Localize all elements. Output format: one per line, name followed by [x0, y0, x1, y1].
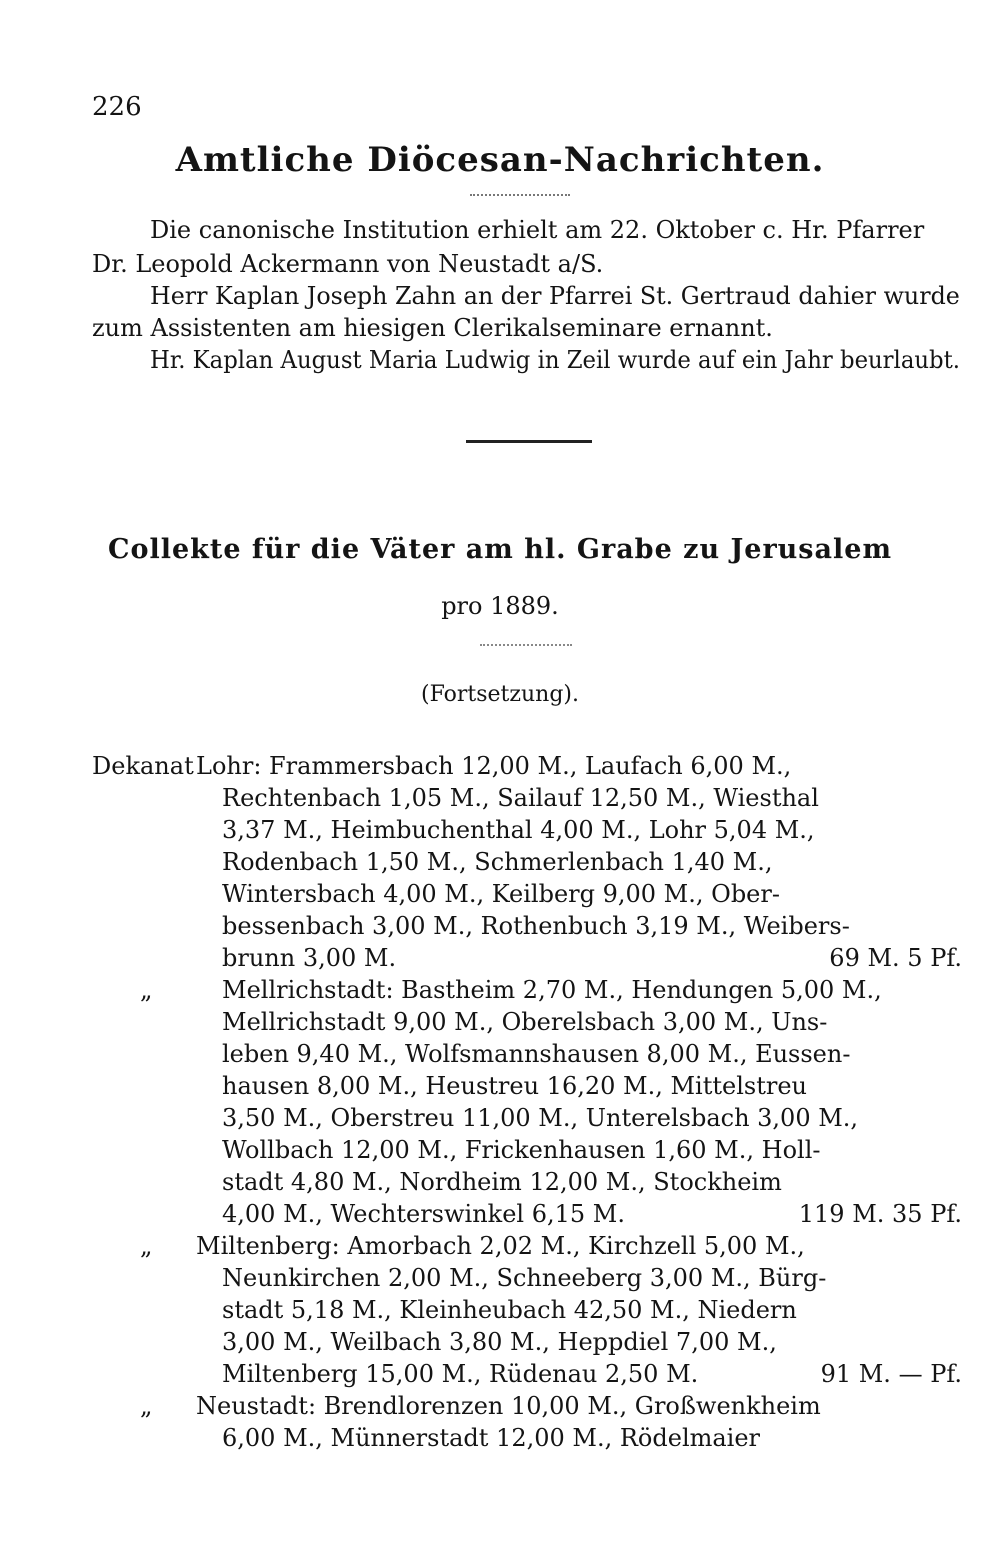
notice-line: Herr Kaplan Joseph Zahn an der Pfarrei St. Gertraud dahier wurde — [150, 282, 960, 310]
notice-line: Hr. Kaplan August Maria Ludwig in Zeil wurde auf ein Jahr beurlaubt. — [150, 346, 961, 374]
entry-line: 4,00 M., Wechterswinkel 6,15 M. — [222, 1200, 625, 1228]
entry-line: 3,50 M., Oberstreu 11,00 M., Unterelsbach 3,00 M., — [222, 1104, 859, 1132]
entry-prefix: Dekanat — [92, 752, 194, 780]
section-title: Collekte für die Väter am hl. Grabe zu Jerusalem — [107, 534, 893, 565]
entry-line: 3,37 M., Heimbuchenthal 4,00 M., Lohr 5,04 M., — [222, 816, 815, 844]
section-year: pro 1889. — [441, 592, 559, 620]
ditto-mark: „ — [140, 1392, 153, 1420]
entry-total: 69 M. 5 Pf. — [829, 944, 962, 972]
ditto-mark: „ — [140, 976, 153, 1004]
notice-line: Die canonische Institution erhielt am 22. Oktober c. Hr. Pfarrer — [150, 216, 925, 244]
ditto-mark: „ — [140, 1232, 153, 1260]
entry-line: stadt 4,80 M., Nordheim 12,00 M., Stockheim — [222, 1168, 782, 1196]
entry-line: Neunkirchen 2,00 M., Schneeberg 3,00 M., Bürg- — [222, 1264, 827, 1292]
entry-line: hausen 8,00 M., Heustreu 16,20 M., Mittelstreu — [222, 1072, 807, 1100]
section-rule — [466, 440, 592, 443]
entry-line: stadt 5,18 M., Kleinheubach 42,50 M., Niedern — [222, 1296, 797, 1324]
entry-line: Neustadt: Brendlorenzen 10,00 M., Großwenkheim — [196, 1392, 821, 1420]
section-note: (Fortsetzung). — [421, 682, 579, 707]
entry-line: 3,00 M., Weilbach 3,80 M., Heppdiel 7,00 M., — [222, 1328, 777, 1356]
page-title: Amtliche Diöcesan-Nachrichten. — [175, 140, 825, 180]
entry-line: brunn 3,00 M. — [222, 944, 397, 972]
entry-line: Mellrichstadt: Bastheim 2,70 M., Hendungen 5,00 M., — [222, 976, 882, 1004]
ornament-divider — [470, 194, 570, 196]
entry-line: Mellrichstadt 9,00 M., Oberelsbach 3,00 M., Uns- — [222, 1008, 828, 1036]
entry-line: Wollbach 12,00 M., Frickenhausen 1,60 M., Holl- — [222, 1136, 821, 1164]
ornament-divider — [480, 644, 572, 646]
entry-line: bessenbach 3,00 M., Rothenbuch 3,19 M., Weibers- — [222, 912, 850, 940]
entry-total: 119 M. 35 Pf. — [798, 1200, 962, 1228]
entry-total: 91 M. — Pf. — [820, 1360, 962, 1388]
entry-line: 6,00 M., Münnerstadt 12,00 M., Rödelmaier — [222, 1424, 761, 1452]
entry-line: leben 9,40 M., Wolfsmannshausen 8,00 M., Eussen- — [222, 1040, 851, 1068]
notice-line: Dr. Leopold Ackermann von Neustadt a/S. — [92, 250, 604, 278]
entry-line: Miltenberg: Amorbach 2,02 M., Kirchzell 5,00 M., — [196, 1232, 805, 1260]
notice-line: zum Assistenten am hiesigen Clerikalseminare ernannt. — [92, 314, 773, 342]
page-number: 226 — [92, 92, 142, 122]
entry-line: Lohr: Frammersbach 12,00 M., Laufach 6,00 M., — [196, 752, 792, 780]
entry-line: Rechtenbach 1,05 M., Sailauf 12,50 M., Wiesthal — [222, 784, 819, 812]
entry-line: Rodenbach 1,50 M., Schmerlenbach 1,40 M., — [222, 848, 773, 876]
entry-line: Miltenberg 15,00 M., Rüdenau 2,50 M. — [222, 1360, 699, 1388]
entry-line: Wintersbach 4,00 M., Keilberg 9,00 M., Ober- — [222, 880, 780, 908]
